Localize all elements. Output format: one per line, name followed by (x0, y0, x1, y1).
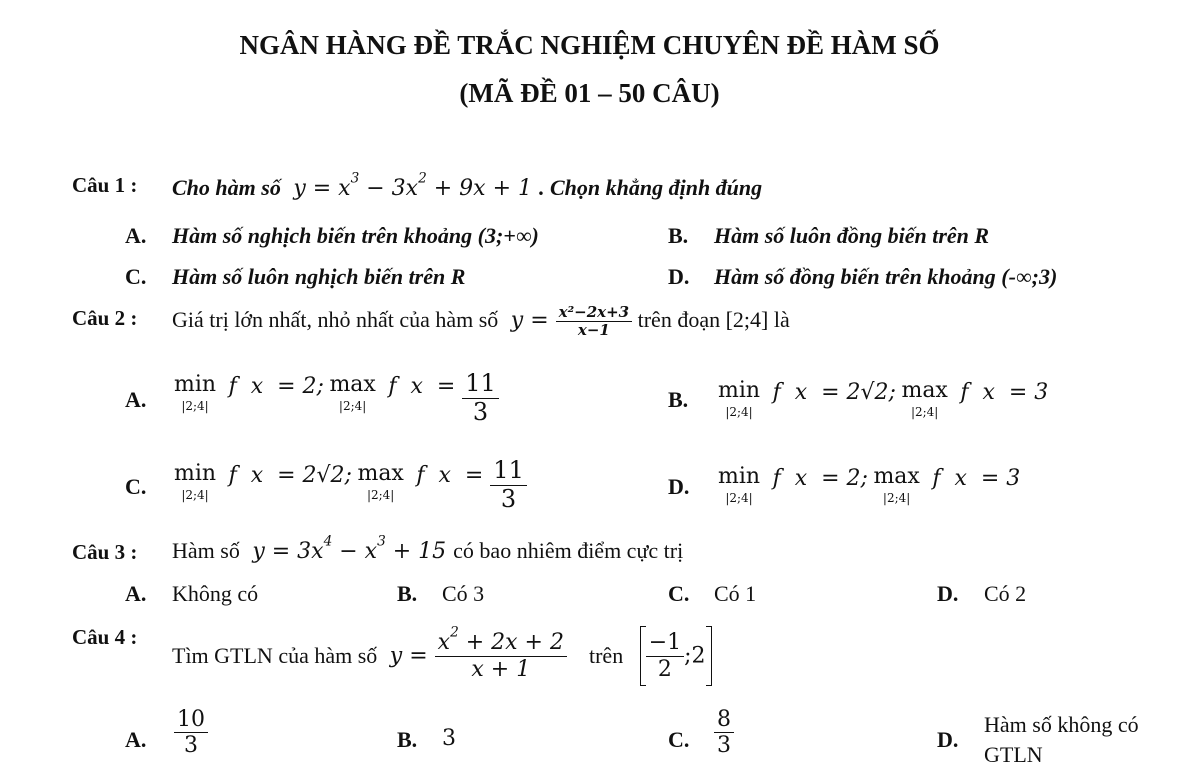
q1-option-d-text[interactable]: Hàm số đồng biến trên khoảng (-∞;3) (714, 264, 1058, 289)
q2-option-c-letter[interactable]: C. (125, 474, 147, 499)
question-4-stem: Tìm GTLN của hàm số y = $\frac{x^2 + 2x + 2}{x + 1}$ trên $\frac{-1}{2}$ ;2 (172, 626, 712, 686)
q3-option-b-text[interactable]: Có 3 (442, 581, 485, 606)
q4-option-b-text[interactable]: 3 (442, 726, 456, 751)
question-1-label: Câu 1 : (72, 173, 138, 197)
q3-option-d-text[interactable]: Có 2 (984, 581, 1027, 606)
q3-option-d-letter[interactable]: D. (937, 581, 959, 606)
q4-option-d-line1: Hàm số không có (984, 712, 1139, 737)
q1-option-c-letter[interactable]: C. (125, 264, 147, 289)
question-3-stem-suffix: có bao nhiêm điểm cực trị (453, 538, 684, 563)
document-subtitle: (MÃ ĐỀ 01 – 50 CÂU) (459, 78, 720, 108)
question-4-y: y = (382, 643, 435, 669)
question-3-stem (172, 533, 684, 564)
q2-option-a-expression[interactable]: min |2;4| f x = 2; max |2;4| f x = $\frac{11}{3}$ (174, 374, 499, 426)
q4-option-a-numerator: 10 (174, 707, 208, 733)
right-bracket (706, 626, 712, 686)
q4-option-b-letter[interactable]: B. (397, 727, 418, 752)
question-2-fraction (556, 304, 632, 340)
question-2-numerator: x²−2x+3 (556, 304, 632, 322)
question-1-stem-suffix: . Chọn khẳng định đúng (538, 175, 763, 200)
q4-option-a-fraction[interactable] (174, 707, 208, 759)
question-3-stem-prefix: Hàm số (172, 538, 240, 563)
q3-option-a-letter[interactable]: A. (125, 581, 147, 606)
q4-option-d-line2: GTLN (984, 742, 1043, 767)
question-2-stem-suffix: trên đoạn [2;4] là (637, 306, 790, 332)
q2-option-d-expression[interactable]: min |2;4| f x = 2; max |2;4| f x = 3 (718, 464, 1021, 505)
q3-option-c-letter[interactable]: C. (668, 581, 690, 606)
question-2-stem-prefix: Giá trị lớn nhất, nhỏ nhất của hàm số (172, 306, 499, 332)
fraction-neg1-2: $\frac{-1}{2}$ (646, 630, 684, 682)
q1-option-a-letter[interactable]: A. (125, 223, 147, 248)
q1-option-a-text[interactable]: Hàm số nghịch biến trên khoảng (3;+∞) (172, 223, 539, 248)
min-operator: min |2;4| (174, 461, 217, 502)
q3-option-c-text[interactable]: Có 1 (714, 581, 757, 606)
question-4-stem-prefix: Tìm GTLN của hàm số (172, 643, 378, 668)
question-2-stem (172, 304, 790, 340)
q4-option-c-numerator: 8 (714, 707, 734, 733)
max-operator: max |2;4| (329, 372, 376, 413)
question-1-stem (172, 170, 763, 201)
q3-option-a-text[interactable]: Không có (172, 581, 259, 606)
question-4-fraction: $\frac{x^2 + 2x + 2}{x + 1}$ (435, 630, 567, 682)
question-1-stem-prefix: Cho hàm số (172, 175, 281, 200)
q2-option-b-expression[interactable]: min |2;4| f x = 2√2; max |2;4| f x = 3 (718, 378, 1049, 419)
q3-option-b-letter[interactable]: B. (397, 581, 418, 606)
question-3-function: $y = 3x^4 - x^3 + 15$ (245, 533, 454, 564)
min-operator: min |2;4| (174, 372, 217, 413)
fraction-11-3: $\frac{11}{3}$ (490, 457, 527, 513)
q1-option-b-text[interactable]: Hàm số luôn đồng biến trên R (714, 223, 990, 248)
q4-option-d-text[interactable] (984, 710, 1139, 770)
question-2-denominator: x−1 (577, 321, 610, 340)
max-operator: max |2;4| (873, 464, 920, 505)
q4-option-c-denominator: 3 (717, 733, 731, 759)
q4-option-c-fraction[interactable] (714, 707, 734, 759)
q4-option-d-letter[interactable]: D. (937, 727, 959, 752)
q2-option-c-expression[interactable]: min |2;4| f x = 2√2; max |2;4| f x = $\frac{11}{3}$ (174, 463, 527, 513)
question-3-label: Câu 3 : (72, 540, 138, 564)
q1-option-b-letter[interactable]: B. (668, 223, 689, 248)
q1-option-d-letter[interactable]: D. (668, 264, 690, 289)
q4-option-a-denominator: 3 (184, 733, 198, 759)
min-operator: min |2;4| (718, 378, 761, 419)
document-title: NGÂN HÀNG ĐỀ TRẮC NGHIỆM CHUYÊN ĐỀ HÀM SỐ (239, 30, 940, 60)
q4-option-c-letter[interactable]: C. (668, 727, 690, 752)
question-2-y: y = (503, 307, 556, 333)
question-1-function: $y = x^3 - 3x^2 + 9x + 1$ (286, 170, 539, 201)
q4-option-a-letter[interactable]: A. (125, 727, 147, 752)
max-operator: max |2;4| (901, 378, 948, 419)
min-operator: min |2;4| (718, 464, 761, 505)
question-2-label: Câu 2 : (72, 306, 138, 330)
question-4-label: Câu 4 : (72, 625, 138, 649)
fraction-11-3: $\frac{11}{3}$ (462, 370, 499, 426)
max-operator: max |2;4| (357, 461, 404, 502)
q2-option-d-letter[interactable]: D. (668, 474, 690, 499)
q2-option-b-letter[interactable]: B. (668, 387, 689, 412)
q1-option-c-text[interactable]: Hàm số luôn nghịch biến trên R (172, 264, 466, 289)
question-4-stem-mid: trên (588, 643, 624, 668)
q2-option-a-letter[interactable]: A. (125, 387, 147, 412)
